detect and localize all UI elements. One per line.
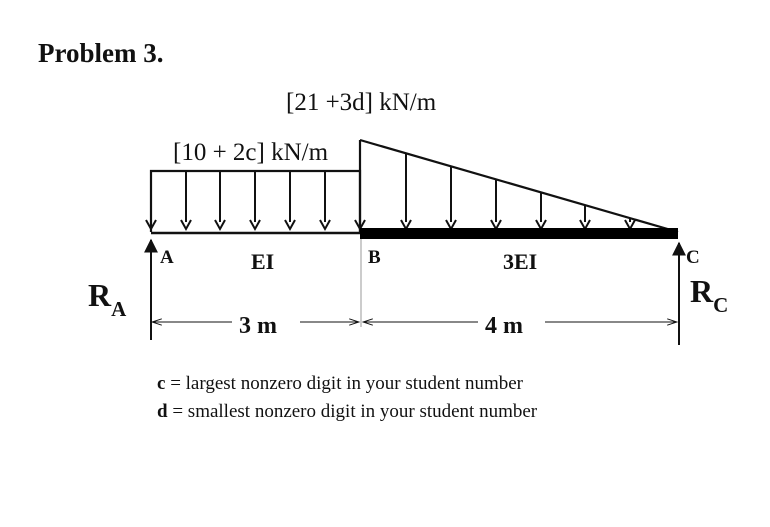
dimension-ab-label: 3 m (239, 313, 277, 339)
uniform-load-arrows (146, 172, 365, 229)
triangular-load-arrow (446, 166, 456, 229)
reaction-a-sub: A (111, 297, 127, 321)
note-c-variable: c (157, 373, 166, 394)
triangular-load-arrow (536, 192, 546, 229)
peak-load-label: [21 +3d] kN/m (286, 89, 437, 116)
uniform-load-arrow (181, 172, 191, 229)
note-d (157, 401, 537, 423)
reaction-a-main: R (88, 277, 112, 313)
problem-title: Problem 3. (38, 38, 164, 68)
note-d-text: = smallest nonzero digit in your student number (167, 401, 538, 422)
point-b-label: B (368, 247, 381, 268)
note-c-text: = largest nonzero digit in your student number (165, 373, 524, 394)
beam-segment-bc (360, 228, 678, 239)
reaction-c-sub: C (713, 293, 729, 317)
uniform-load-arrow (285, 172, 295, 229)
uniform-load-arrow (250, 172, 260, 229)
point-a-label: A (160, 247, 174, 268)
reaction-c-label (690, 273, 728, 317)
stiffness-bc-label: 3EI (503, 249, 538, 274)
point-c-label: C (686, 247, 700, 268)
note-d-variable: d (157, 401, 168, 422)
reaction-a-label (88, 277, 127, 321)
uniform-load-arrow (146, 172, 156, 229)
uniform-load-label: [10 + 2c] kN/m (173, 139, 329, 166)
triangular-load-arrow (491, 179, 501, 229)
triangular-load-arrow (580, 205, 590, 229)
uniform-load-arrow (215, 172, 225, 229)
triangular-load-arrows (401, 153, 635, 229)
stiffness-ab-label: EI (251, 249, 275, 274)
reaction-c-main: R (690, 273, 714, 309)
triangular-load-arrow (401, 153, 411, 229)
uniform-load-arrow (320, 172, 330, 229)
note-c (157, 373, 523, 395)
dimension-bc-label: 4 m (485, 313, 523, 339)
